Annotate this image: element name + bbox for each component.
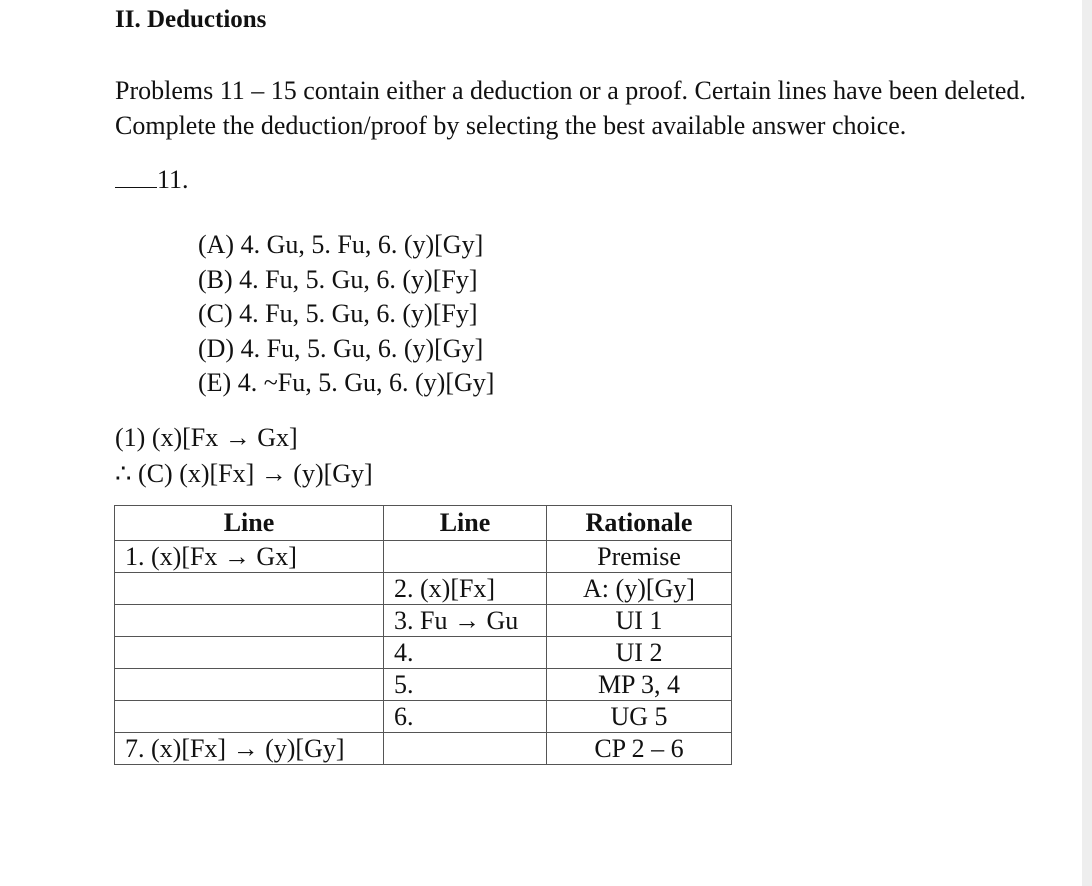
- answer-choice-c: (C) 4. Fu, 5. Gu, 6. (y)[Fy]: [198, 299, 478, 328]
- answer-choice-e: (E) 4. ~Fu, 5. Gu, 6. (y)[Gy]: [198, 368, 495, 397]
- answer-choices: [198, 228, 494, 401]
- proof-table: [114, 505, 732, 765]
- proof-cell-rationale: UI 1: [547, 605, 732, 637]
- proof-cell-rationale: MP 3, 4: [547, 669, 732, 701]
- answer-choice-b: (B) 4. Fu, 5. Gu, 6. (y)[Fy]: [198, 264, 478, 294]
- proof-cell-inner: 5.: [384, 669, 547, 701]
- proof-cell-rationale: UI 2: [547, 637, 732, 669]
- instructions: [115, 73, 1090, 143]
- proof-cell-rationale: UG 5: [547, 701, 732, 733]
- proof-cell-inner: [384, 541, 547, 573]
- table-row: [115, 669, 732, 701]
- table-row: [115, 573, 732, 605]
- table-row: [115, 605, 732, 637]
- table-row: [115, 733, 732, 765]
- proof-cell-rationale: Premise: [547, 541, 732, 573]
- proof-cell-inner: 3. Fu → Gu: [384, 605, 547, 637]
- proof-cell-inner: [384, 733, 547, 765]
- header-line-inner: Line: [384, 506, 547, 541]
- table-row: [115, 701, 732, 733]
- problem-number: [115, 162, 189, 197]
- answer-blank[interactable]: [115, 187, 157, 188]
- problem-number-label: 11.: [157, 165, 189, 194]
- argument-premise: (1) (x)[Fx → Gx]: [115, 423, 298, 452]
- proof-cell-outer: [115, 701, 384, 733]
- header-rationale: Rationale: [547, 506, 732, 541]
- table-row: [115, 637, 732, 669]
- proof-cell-rationale: CP 2 – 6: [547, 733, 732, 765]
- argument: [115, 420, 373, 492]
- proof-cell-outer: [115, 669, 384, 701]
- proof-cell-outer: 7. (x)[Fx] → (y)[Gy]: [115, 733, 384, 765]
- proof-header-row: [115, 506, 732, 541]
- instructions-line-2: Complete the deduction/proof by selecting the best available answer choice.: [115, 111, 907, 140]
- argument-conclusion: ∴ (C) (x)[Fx] → (y)[Gy]: [115, 459, 373, 488]
- answer-choice-d: (D) 4. Fu, 5. Gu, 6. (y)[Gy]: [198, 333, 484, 363]
- proof-cell-outer: [115, 637, 384, 669]
- proof-cell-outer: [115, 605, 384, 637]
- proof-cell-inner: 6.: [384, 701, 547, 733]
- instructions-line-1: Problems 11 – 15 contain either a deduction or a proof. Certain lines have been deleted.: [115, 76, 1026, 105]
- header-line-outer: Line: [115, 506, 384, 541]
- section-title: II. Deductions: [115, 6, 267, 33]
- proof-cell-inner: 4.: [384, 637, 547, 669]
- table-row: [115, 541, 732, 573]
- proof-cell-outer: 1. (x)[Fx → Gx]: [115, 541, 384, 573]
- answer-choice-a: (A) 4. Gu, 5. Fu, 6. (y)[Gy]: [198, 230, 484, 259]
- proof-cell-rationale: A: (y)[Gy]: [547, 573, 732, 605]
- proof-cell-outer: [115, 573, 384, 605]
- proof-cell-inner: 2. (x)[Fx]: [384, 573, 547, 605]
